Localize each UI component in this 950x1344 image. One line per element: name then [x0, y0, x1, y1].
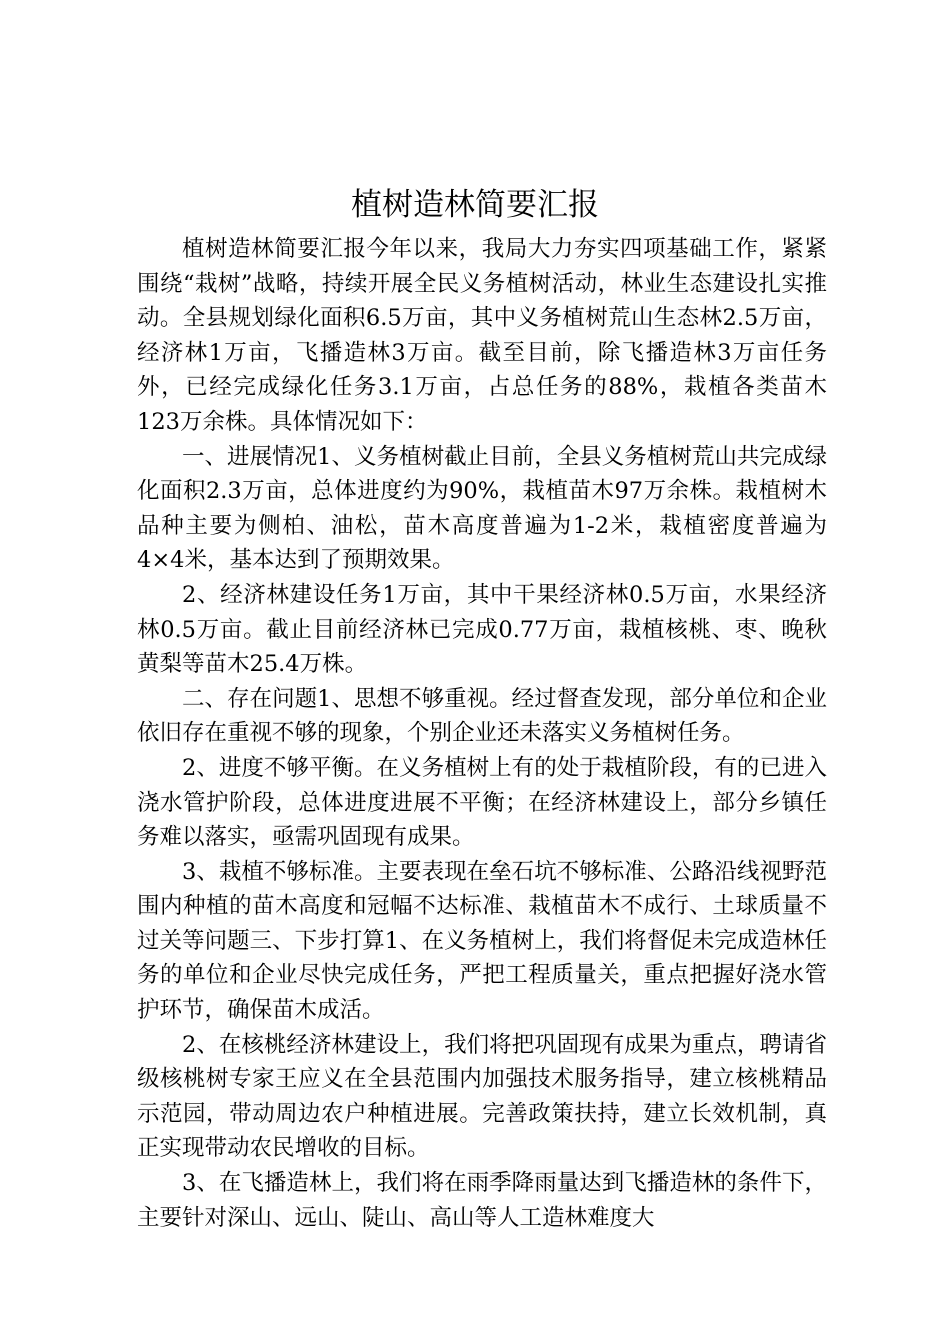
paragraph-1: 植树造林简要汇报今年以来，我局大力夯实四项基础工作，紧紧围绕“栽树”战略，持续开展全民义务植树活动，林业生态建设扎实推动。全县规划绿化面积6.5万亩，其中义务植树荒山生态林2.5万亩，经济林1万亩，飞播造林3万亩。截至目前，除飞播造林3万亩任务外，已经完成绿化任务3.1万亩，占总任务的88%，栽植各类苗木123万余株。具体情况如下：: [137, 236, 827, 435]
paragraph-4: 二、存在问题1、思想不够重视。经过督查发现，部分单位和企业依旧存在重视不够的现象，个别企业还未落实义务植树任务。: [137, 685, 827, 747]
document-body: [137, 232, 827, 1235]
paragraph-7: 2、在核桃经济林建设上，我们将把巩固现有成果为重点，聘请省级核桃树专家王应义在全县范围内加强技术服务指导，建立核桃精品示范园，带动周边农户种植进展。完善政策扶持，建立长效机制，真正实现带动农民增收的目标。: [137, 1031, 827, 1162]
paragraph-2: 一、进展情况1、义务植树截止目前，全县义务植树荒山共完成绿化面积2.3万亩，总体进度约为90%，栽植苗木97万余株。栽植树木品种主要为侧柏、油松，苗木高度普遍为1-2米，栽植密度普遍为4×4米，基本达到了预期效果。: [137, 443, 827, 574]
paragraph-5: 2、进度不够平衡。在义务植树上有的处于栽植阶段，有的已进入浇水管护阶段，总体进度进展不平衡；在经济林建设上，部分乡镇任务难以落实，亟需巩固现有成果。: [137, 754, 827, 851]
document-title: 植树造林简要汇报: [351, 187, 599, 223]
paragraph-6: 3、栽植不够标准。主要表现在垒石坑不够标准、公路沿线视野范围内种植的苗木高度和冠幅不达标准、栽植苗木不成行、土球质量不过关等问题三、下步打算1、在义务植树上，我们将督促未完成造林任务的单位和企业尽快完成任务，严把工程质量关，重点把握好浇水管护环节，确保苗木成活。: [137, 858, 827, 1024]
paragraph-3: 2、经济林建设任务1万亩，其中干果经济林0.5万亩，水果经济林0.5万亩。截止目前经济林已完成0.77万亩，栽植核桃、枣、晚秋黄梨等苗木25.4万株。: [137, 581, 827, 678]
paragraph-8: 3、在飞播造林上，我们将在雨季降雨量达到飞播造林的条件下，主要针对深山、远山、陡山、高山等人工造林难度大: [137, 1170, 827, 1231]
